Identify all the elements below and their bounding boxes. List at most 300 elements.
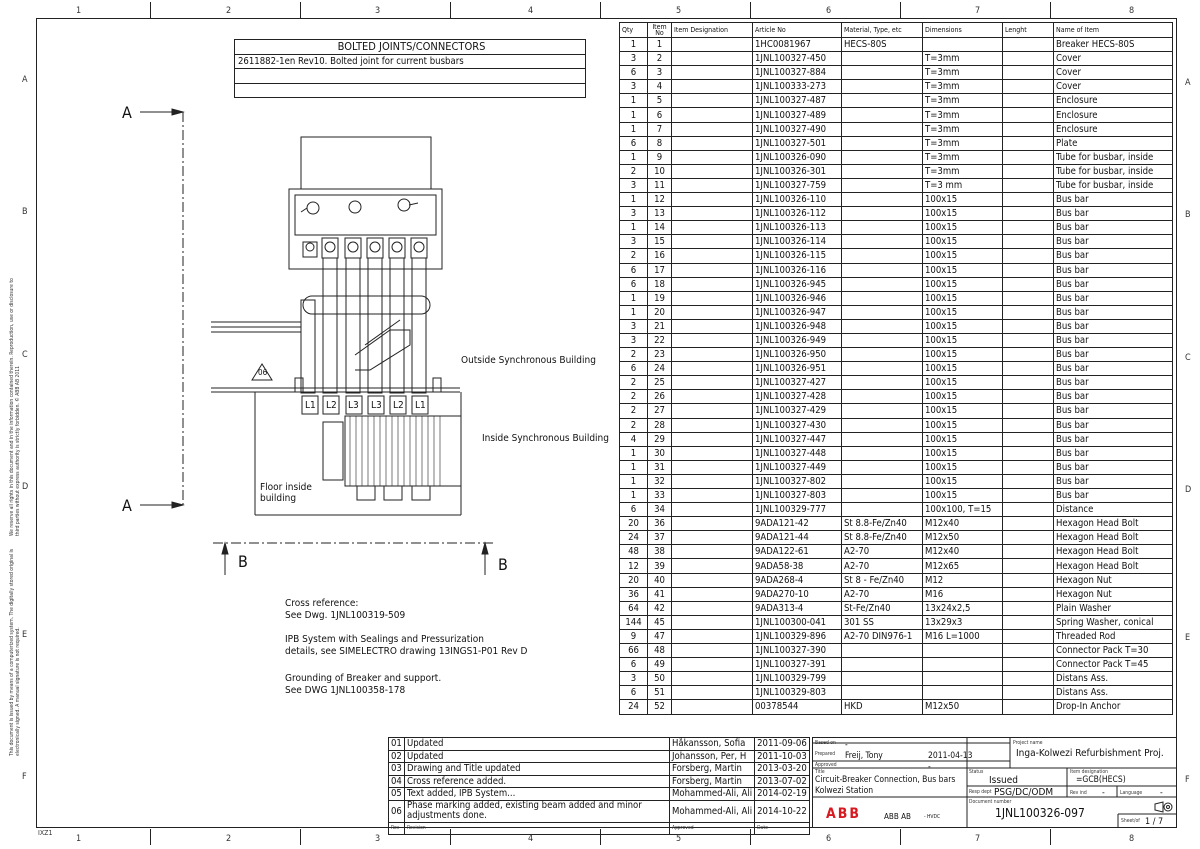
- bom-cell: Breaker HECS-80S: [1054, 38, 1173, 52]
- bom-cell: 4: [648, 80, 672, 94]
- bom-cell: 1HC0081967: [753, 38, 842, 52]
- grounding-note-line-1: Grounding of Breaker and support.: [285, 673, 442, 684]
- bom-row: [620, 700, 1173, 714]
- bom-cell: [672, 319, 753, 333]
- approved-col-label: Approved: [670, 822, 755, 835]
- bom-cell: [842, 362, 923, 376]
- bom-cell: 51: [648, 686, 672, 700]
- bom-row: [620, 672, 1173, 686]
- bom-cell: 20: [620, 573, 648, 587]
- revision-col-label: Revision: [405, 822, 670, 835]
- revision-no: 06: [389, 800, 405, 822]
- bom-row: [620, 559, 1173, 573]
- bom-cell: [842, 672, 923, 686]
- bom-cell: 49: [648, 658, 672, 672]
- bom-cell: 100x15: [923, 460, 1003, 474]
- bom-cell: 1: [620, 221, 648, 235]
- bom-cell: [672, 94, 753, 108]
- bom-cell: [672, 136, 753, 150]
- sheet-label: Sheet/of: [1121, 818, 1140, 824]
- bom-cell: [842, 108, 923, 122]
- bom-cell: 100x15: [923, 446, 1003, 460]
- bom-header-cell: Name of Item: [1054, 23, 1173, 38]
- grid-col-top-label: 8: [1129, 6, 1135, 16]
- bom-cell: T=3 mm: [923, 178, 1003, 192]
- bom-cell: 100x15: [923, 207, 1003, 221]
- bom-cell: 41: [648, 587, 672, 601]
- bom-cell: 48: [648, 644, 672, 658]
- bolted-joints-title: BOLTED JOINTS/CONNECTORS: [235, 40, 585, 55]
- bom-cell: [1003, 418, 1054, 432]
- bom-cell: [672, 686, 753, 700]
- bom-cell: Bus bar: [1054, 348, 1173, 362]
- bom-cell: 1JNL100326-115: [753, 249, 842, 263]
- bom-cell: [672, 376, 753, 390]
- cross-ref-line-1: Cross reference:: [285, 598, 359, 609]
- bom-cell: St-Fe/Zn40: [842, 601, 923, 615]
- bom-cell: [1003, 559, 1054, 573]
- bom-cell: 9: [648, 150, 672, 164]
- copyright-side-note: We reserve all rights in this document and in the information contained therein. Reproduction, use or disclosure to third parties without express authority is strictly forbidden. © ABB AB 2011: [9, 278, 21, 536]
- grid-tick: [450, 2, 451, 18]
- grid-col-bottom-label: 1: [76, 834, 82, 844]
- grid-tick: [150, 2, 151, 18]
- bom-cell: [1003, 700, 1054, 714]
- bom-cell: [1003, 80, 1054, 94]
- bom-cell: Bus bar: [1054, 333, 1173, 347]
- bom-cell: 100x15: [923, 404, 1003, 418]
- phase-label: L1: [415, 400, 426, 411]
- bom-cell: 1JNL100327-429: [753, 404, 842, 418]
- bom-cell: [1003, 686, 1054, 700]
- bom-cell: 1JNL100327-802: [753, 474, 842, 488]
- company-name: ABB AB: [884, 812, 911, 821]
- bom-cell: Drop-In Anchor: [1054, 700, 1173, 714]
- bom-cell: 100x15: [923, 249, 1003, 263]
- grid-tick: [600, 2, 601, 18]
- bom-cell: Hexagon Nut: [1054, 573, 1173, 587]
- bom-cell: 1: [620, 122, 648, 136]
- bom-cell: 7: [648, 122, 672, 136]
- bom-cell: 24: [648, 362, 672, 376]
- drawing-title-line-1: Circuit-Breaker Connection, Bus bars: [815, 775, 956, 785]
- bom-cell: 100x15: [923, 390, 1003, 404]
- bom-cell: 9ADA58-38: [753, 559, 842, 573]
- bom-cell: [672, 221, 753, 235]
- bom-header-cell: Material, Type, etc: [842, 23, 923, 38]
- bom-cell: 100x15: [923, 193, 1003, 207]
- bom-cell: 13: [648, 207, 672, 221]
- ipb-note-line-2: details, see SIMELECTRO drawing 13INGS1-P01 Rev D: [285, 645, 528, 657]
- bom-cell: 1: [620, 94, 648, 108]
- bom-cell: M12x50: [923, 531, 1003, 545]
- bom-cell: 1: [648, 38, 672, 52]
- bom-cell: [672, 432, 753, 446]
- bom-row: [620, 362, 1173, 376]
- bom-cell: 1JNL100326-090: [753, 150, 842, 164]
- bom-cell: [1003, 404, 1054, 418]
- bom-cell: [1003, 376, 1054, 390]
- grid-tick: [300, 2, 301, 18]
- rev-ind-label: Rev ind: [1070, 790, 1087, 796]
- bom-row: [620, 460, 1173, 474]
- bom-cell: 1: [620, 489, 648, 503]
- breaker-drawing: [0, 0, 620, 600]
- bom-cell: 1JNL100327-803: [753, 489, 842, 503]
- bom-row: [620, 277, 1173, 291]
- grid-col-top-label: 6: [826, 6, 832, 16]
- grid-row-left-label: A: [22, 75, 28, 85]
- bom-cell: 18: [648, 277, 672, 291]
- bom-cell: 26: [648, 390, 672, 404]
- bom-cell: Bus bar: [1054, 193, 1173, 207]
- bom-cell: T=3mm: [923, 136, 1003, 150]
- revision-date: 2013-07-02: [755, 775, 810, 788]
- bom-cell: [672, 122, 753, 136]
- bom-cell: 1JNL100327-430: [753, 418, 842, 432]
- bom-cell: [1003, 573, 1054, 587]
- bom-cell: 3: [648, 66, 672, 80]
- bom-row: [620, 122, 1173, 136]
- bom-cell: 100x15: [923, 319, 1003, 333]
- bom-cell: 30: [648, 446, 672, 460]
- bom-cell: 1JNL100326-948: [753, 319, 842, 333]
- bom-cell: Bus bar: [1054, 249, 1173, 263]
- bom-cell: [672, 277, 753, 291]
- bom-cell: [1003, 587, 1054, 601]
- bom-cell: 8: [648, 136, 672, 150]
- bom-cell: 6: [620, 686, 648, 700]
- bom-cell: 15: [648, 235, 672, 249]
- grid-col-top-label: 3: [375, 6, 381, 16]
- bom-cell: Bus bar: [1054, 404, 1173, 418]
- bom-cell: Hexagon Head Bolt: [1054, 531, 1173, 545]
- revision-row: [389, 750, 810, 763]
- bom-cell: [1003, 601, 1054, 615]
- revision-row: [389, 788, 810, 801]
- bom-cell: [672, 164, 753, 178]
- bom-cell: [672, 559, 753, 573]
- bom-cell: [1003, 517, 1054, 531]
- bom-cell: [842, 432, 923, 446]
- bom-cell: [1003, 235, 1054, 249]
- bom-cell: [842, 390, 923, 404]
- bom-row: [620, 178, 1173, 192]
- bom-cell: [1003, 263, 1054, 277]
- bom-cell: [672, 178, 753, 192]
- bom-cell: T=3mm: [923, 108, 1003, 122]
- bom-cell: [1003, 122, 1054, 136]
- bom-cell: 1JNL100300-041: [753, 615, 842, 629]
- bom-cell: 2: [620, 404, 648, 418]
- bom-cell: M12x40: [923, 517, 1003, 531]
- revision-by: Forsberg, Martin: [670, 775, 755, 788]
- bom-cell: [842, 291, 923, 305]
- bom-cell: 21: [648, 319, 672, 333]
- bom-cell: [842, 263, 923, 277]
- phase-label: L3: [348, 400, 359, 411]
- bom-cell: 1JNL100327-391: [753, 658, 842, 672]
- grounding-note-line-2: See DWG 1JNL100358-178: [285, 684, 406, 696]
- grid-row-right-label: C: [1185, 353, 1191, 363]
- based-on-label: Based on: [815, 740, 836, 746]
- bom-cell: 1: [620, 150, 648, 164]
- bom-cell: 32: [648, 474, 672, 488]
- bom-cell: [842, 503, 923, 517]
- bom-cell: [1003, 277, 1054, 291]
- bom-cell: 100x15: [923, 221, 1003, 235]
- bom-cell: [672, 249, 753, 263]
- based-on-value: -: [845, 740, 848, 750]
- bom-cell: Hexagon Nut: [1054, 587, 1173, 601]
- item-designation: =GCB(HECS): [1076, 775, 1126, 785]
- revision-footer-row: [389, 822, 810, 835]
- bom-cell: 4: [620, 432, 648, 446]
- bom-cell: Hexagon Head Bolt: [1054, 559, 1173, 573]
- bom-cell: Cover: [1054, 66, 1173, 80]
- bom-cell: 13x24x2,5: [923, 601, 1003, 615]
- bom-row: [620, 474, 1173, 488]
- bom-cell: 50: [648, 672, 672, 686]
- bom-cell: 1JNL100333-273: [753, 80, 842, 94]
- bom-cell: 1: [620, 474, 648, 488]
- bom-header-cell: Dimensions: [923, 23, 1003, 38]
- bom-cell: 1: [620, 108, 648, 122]
- bom-cell: [672, 629, 753, 643]
- bom-cell: Bus bar: [1054, 291, 1173, 305]
- bom-cell: Threaded Rod: [1054, 629, 1173, 643]
- revision-date: 2011-09-06: [755, 738, 810, 751]
- bom-row: [620, 545, 1173, 559]
- bolted-joints-ref: 2611882-1en Rev10. Bolted joint for current busbars: [235, 55, 585, 70]
- bom-cell: Cover: [1054, 80, 1173, 94]
- bom-cell: [672, 531, 753, 545]
- bom-cell: [1003, 108, 1054, 122]
- bom-cell: [1003, 193, 1054, 207]
- bom-cell: [672, 52, 753, 66]
- bom-cell: 9ADA122-61: [753, 545, 842, 559]
- bom-row: [620, 52, 1173, 66]
- rev-ind-value: -: [1102, 788, 1105, 798]
- project-name: Inga-Kolwezi Refurbishment Proj.: [1016, 748, 1164, 759]
- bill-of-materials: [619, 22, 1173, 715]
- bom-cell: [923, 38, 1003, 52]
- bom-cell: 100x15: [923, 348, 1003, 362]
- bom-cell: [842, 94, 923, 108]
- bom-cell: Bus bar: [1054, 319, 1173, 333]
- bom-cell: [1003, 52, 1054, 66]
- bom-cell: Bus bar: [1054, 474, 1173, 488]
- title-label: Title: [815, 769, 825, 775]
- bom-cell: [842, 348, 923, 362]
- bom-cell: Plain Washer: [1054, 601, 1173, 615]
- bom-cell: Bus bar: [1054, 376, 1173, 390]
- bom-cell: 20: [620, 517, 648, 531]
- bom-cell: 64: [620, 601, 648, 615]
- bom-cell: 1JNL100327-489: [753, 108, 842, 122]
- marker-06: 06: [258, 368, 268, 377]
- bom-cell: [672, 404, 753, 418]
- bom-cell: 6: [620, 658, 648, 672]
- bom-cell: [672, 390, 753, 404]
- bom-cell: [672, 38, 753, 52]
- grid-row-right-label: D: [1185, 485, 1192, 495]
- bom-cell: [842, 376, 923, 390]
- bom-cell: 38: [648, 545, 672, 559]
- bom-cell: 3: [620, 319, 648, 333]
- bom-cell: [842, 644, 923, 658]
- grid-tick: [600, 829, 601, 845]
- grid-col-bottom-label: 3: [375, 834, 381, 844]
- bom-cell: Bus bar: [1054, 460, 1173, 474]
- bom-cell: 9: [620, 629, 648, 643]
- bom-cell: 28: [648, 418, 672, 432]
- bom-cell: 1JNL100326-945: [753, 277, 842, 291]
- bom-cell: [842, 686, 923, 700]
- bom-cell: 6: [620, 263, 648, 277]
- bom-cell: [923, 644, 1003, 658]
- bom-cell: [1003, 390, 1054, 404]
- bom-cell: 12: [620, 559, 648, 573]
- bom-cell: [672, 291, 753, 305]
- bom-cell: A2-70 DIN976-1: [842, 629, 923, 643]
- bom-cell: 3: [620, 207, 648, 221]
- bom-cell: 42: [648, 601, 672, 615]
- bom-cell: [672, 700, 753, 714]
- bom-cell: 1: [620, 291, 648, 305]
- bom-cell: [842, 249, 923, 263]
- revision-date: 2014-10-22: [755, 800, 810, 822]
- bom-cell: Spring Washer, conical: [1054, 615, 1173, 629]
- bom-header-cell: Qty: [620, 23, 648, 38]
- bom-cell: 23: [648, 348, 672, 362]
- bom-cell: [672, 474, 753, 488]
- bom-cell: 13x29x3: [923, 615, 1003, 629]
- bom-row: [620, 446, 1173, 460]
- bom-row: [620, 193, 1173, 207]
- revision-text: Updated: [405, 750, 670, 763]
- bom-cell: [1003, 474, 1054, 488]
- phase-label: L1: [305, 400, 316, 411]
- grid-row-left-label: D: [22, 482, 29, 492]
- bom-header-row: [620, 23, 1173, 38]
- bom-cell: [1003, 644, 1054, 658]
- bom-cell: 6: [648, 108, 672, 122]
- grid-col-top-label: 5: [676, 6, 682, 16]
- bom-cell: Bus bar: [1054, 418, 1173, 432]
- bom-cell: 1JNL100327-884: [753, 66, 842, 80]
- bom-cell: [672, 644, 753, 658]
- bom-cell: [842, 235, 923, 249]
- bom-cell: 45: [648, 615, 672, 629]
- bom-cell: 3: [620, 80, 648, 94]
- bom-row: [620, 207, 1173, 221]
- revision-row: [389, 775, 810, 788]
- bom-cell: 37: [648, 531, 672, 545]
- bom-cell: [672, 235, 753, 249]
- grid-row-left-label: E: [22, 630, 28, 640]
- bom-cell: 1: [620, 446, 648, 460]
- bom-cell: 3: [620, 178, 648, 192]
- bom-cell: [842, 193, 923, 207]
- bom-row: [620, 80, 1173, 94]
- grid-row-left-label: F: [22, 772, 27, 782]
- bom-cell: M12x40: [923, 545, 1003, 559]
- bom-cell: 100x15: [923, 305, 1003, 319]
- revision-date: 2011-10-03: [755, 750, 810, 763]
- bom-row: [620, 333, 1173, 347]
- bom-row: [620, 221, 1173, 235]
- revision-date: 2013-03-20: [755, 763, 810, 776]
- bom-cell: [842, 80, 923, 94]
- bom-cell: [1003, 629, 1054, 643]
- bom-row: [620, 644, 1173, 658]
- bom-cell: [1003, 150, 1054, 164]
- bom-cell: 48: [620, 545, 648, 559]
- bom-header-cell: Lenght: [1003, 23, 1054, 38]
- revision-no: 03: [389, 763, 405, 776]
- bom-cell: 9ADA313-4: [753, 601, 842, 615]
- grid-col-bottom-label: 8: [1129, 834, 1135, 844]
- bom-cell: [1003, 615, 1054, 629]
- bom-cell: 6: [620, 66, 648, 80]
- bom-cell: 11: [648, 178, 672, 192]
- bom-cell: 1JNL100327-490: [753, 122, 842, 136]
- bom-cell: [923, 672, 1003, 686]
- bom-cell: [1003, 291, 1054, 305]
- grid-col-bottom-label: 2: [226, 834, 232, 844]
- grid-tick: [1050, 2, 1051, 18]
- approved-label: Approved: [815, 762, 837, 768]
- bom-cell: [842, 460, 923, 474]
- bom-cell: [842, 474, 923, 488]
- bom-cell: Bus bar: [1054, 305, 1173, 319]
- bom-cell: [1003, 362, 1054, 376]
- bom-cell: 1JNL100326-113: [753, 221, 842, 235]
- bom-cell: T=3mm: [923, 66, 1003, 80]
- language-label: Language: [1120, 790, 1143, 796]
- bom-cell: [672, 573, 753, 587]
- bom-cell: 1: [620, 193, 648, 207]
- bom-cell: 1JNL100327-428: [753, 390, 842, 404]
- bom-cell: [672, 263, 753, 277]
- bom-cell: HECS-80S: [842, 38, 923, 52]
- bom-cell: Bus bar: [1054, 362, 1173, 376]
- grid-row-right-label: B: [1185, 210, 1191, 220]
- bom-cell: [842, 418, 923, 432]
- bom-cell: [672, 658, 753, 672]
- bom-cell: Bus bar: [1054, 277, 1173, 291]
- bom-cell: [672, 418, 753, 432]
- bom-row: [620, 291, 1173, 305]
- grid-tick: [150, 829, 151, 845]
- grid-col-top-label: 1: [76, 6, 82, 16]
- bom-cell: 34: [648, 503, 672, 517]
- bom-cell: 10: [648, 164, 672, 178]
- bom-cell: T=3mm: [923, 150, 1003, 164]
- grid-col-top-label: 4: [528, 6, 534, 16]
- bom-cell: 1JNL100327-487: [753, 94, 842, 108]
- revision-no: 04: [389, 775, 405, 788]
- bom-cell: 1JNL100327-447: [753, 432, 842, 446]
- bom-cell: [923, 686, 1003, 700]
- bom-cell: Bus bar: [1054, 263, 1173, 277]
- document-number: 1JNL100326-097: [995, 806, 1085, 820]
- bom-cell: Hexagon Head Bolt: [1054, 545, 1173, 559]
- bom-cell: [672, 446, 753, 460]
- revision-text: Updated: [405, 738, 670, 751]
- bom-cell: [1003, 38, 1054, 52]
